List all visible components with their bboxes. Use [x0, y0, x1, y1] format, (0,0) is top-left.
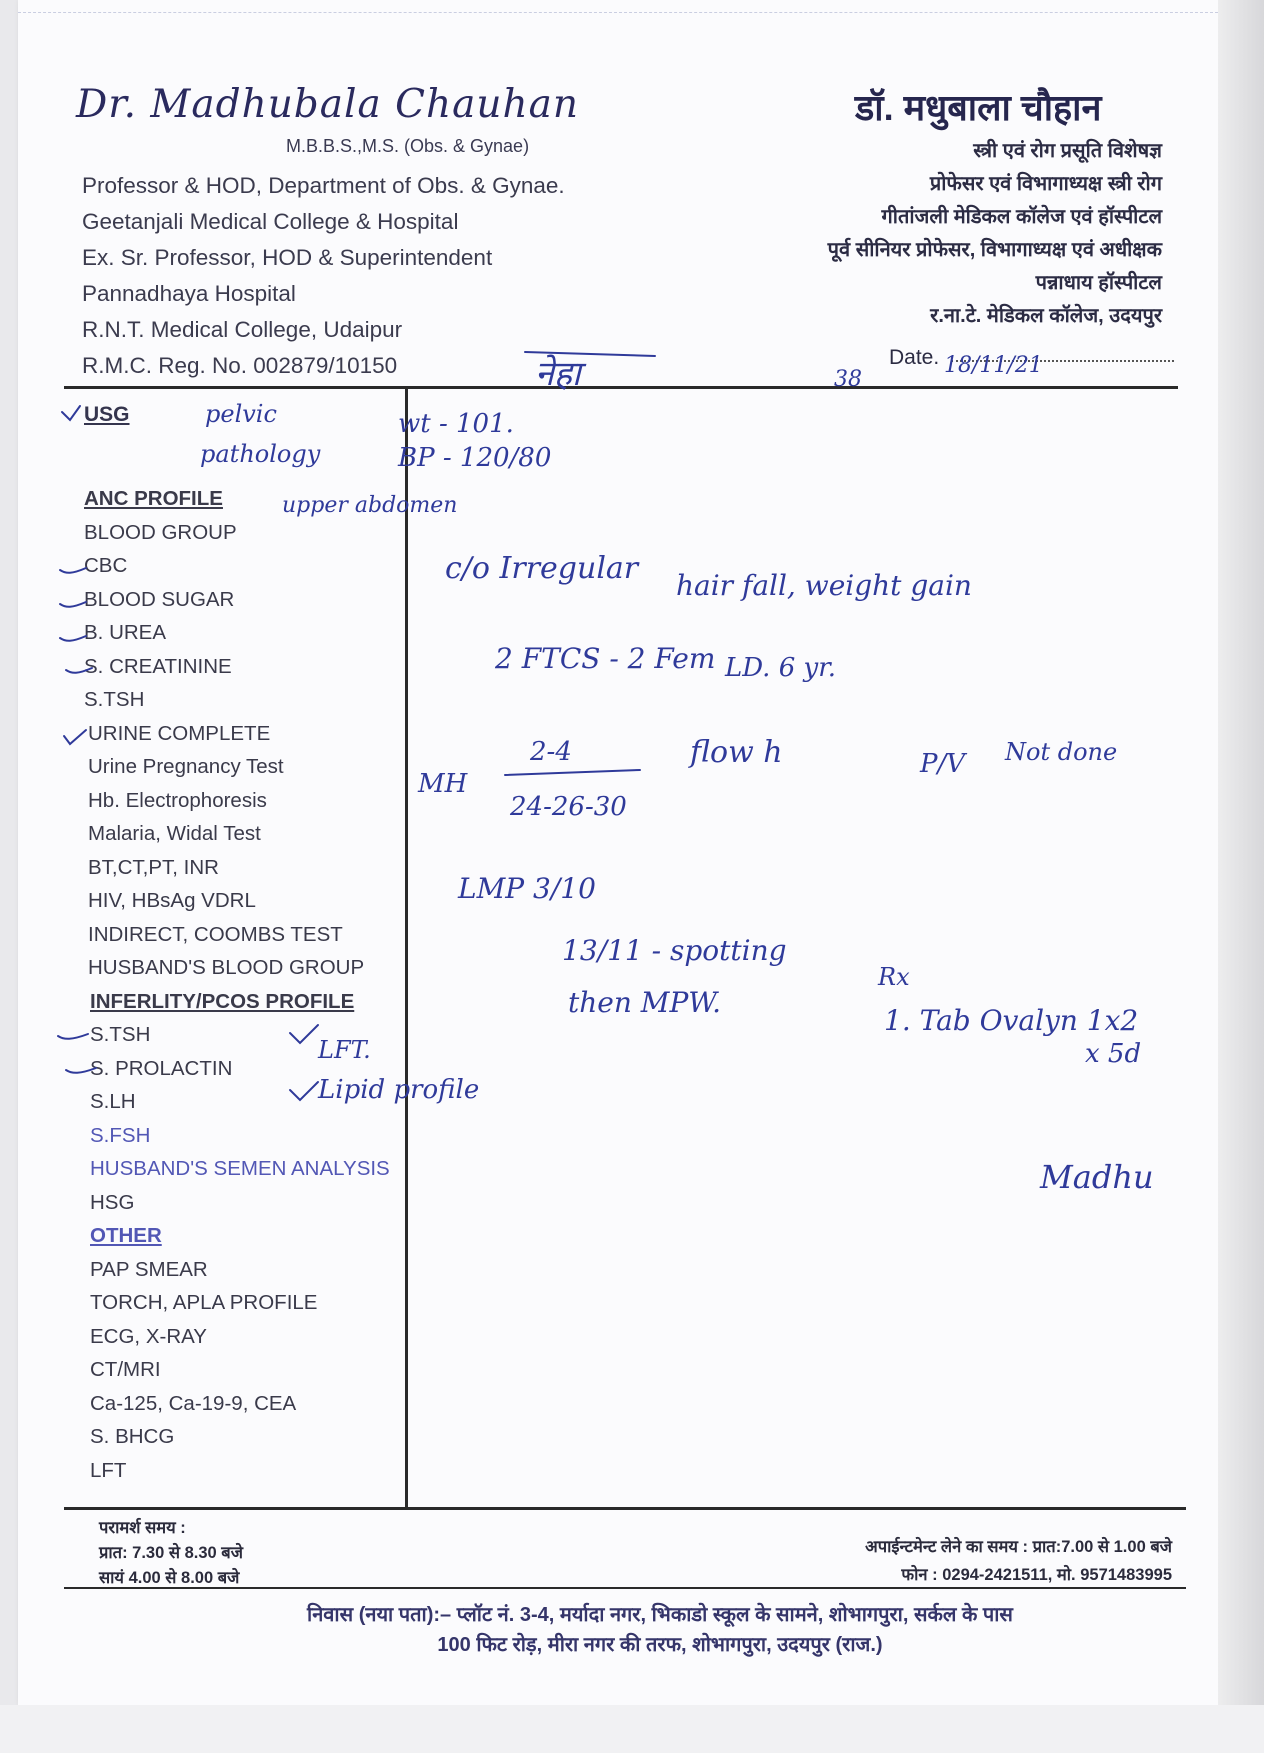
detail-line-hi: र.ना.टे. मेडिकल कॉलेज, उदयपुर — [930, 305, 1162, 327]
hw-pv: P/V — [920, 749, 966, 779]
hw-rx-symbol: Rx — [878, 963, 910, 991]
hw-lmp-3: then MPW. — [568, 986, 722, 1019]
hw-date-value: 18/11/21 — [944, 353, 1043, 378]
date-field: Date. — [889, 346, 940, 369]
hw-bp: BP - 120/80 — [398, 443, 552, 473]
test-item: B. UREA — [84, 621, 167, 644]
doctor-name-english: Dr. Madhubala Chauhan — [76, 82, 579, 127]
hw-usg-note-3: upper abdomen — [282, 493, 458, 518]
hw-rx-line-1: 1. Tab Ovalyn 1x2 — [884, 1004, 1139, 1037]
doctor-name-hindi: डॉ. मधुबाला चौहान — [855, 87, 1102, 128]
test-item: S. CREATININE — [84, 654, 232, 678]
appointment-time: अपाईन्टमेन्ट लेने का समय : प्रात:7.00 से 1.00 बजे — [865, 1538, 1172, 1556]
hw-mh-label: MH — [418, 769, 468, 799]
header-divider — [64, 386, 1178, 389]
hw-rx-line-2: x 5d — [1085, 1039, 1142, 1069]
test-item: S. PROLACTIN — [90, 1056, 233, 1080]
date-label: Date — [889, 346, 934, 369]
hw-lft: LFT. — [318, 1036, 371, 1064]
hw-pv-note: Not done — [1005, 738, 1118, 766]
test-item: HIV, HBsAg VDRL — [88, 889, 256, 912]
hw-obstetric-2: LD. 6 yr. — [725, 653, 837, 683]
test-item: S.FSH — [90, 1123, 151, 1147]
doctor-qualification: M.B.B.S.,M.S. (Obs. & Gynae) — [286, 136, 530, 156]
test-item: HUSBAND'S BLOOD GROUP — [88, 956, 365, 979]
address-line-1: निवास (नया पता):– प्लॉट नं. 3-4, मर्यादा नगर, भिकाडो स्कूल के सामने, शोभागपुरा, सर्कल के पास — [307, 1604, 1013, 1626]
page-bottom-margin — [0, 1705, 1264, 1753]
detail-line: R.N.T. Medical College, Udaipur — [82, 317, 403, 342]
test-item: LFT — [90, 1458, 127, 1482]
test-item: URINE COMPLETE — [88, 721, 271, 745]
test-item: S.LH — [90, 1090, 136, 1113]
hw-mh-bottom: 24-26-30 — [510, 792, 627, 822]
date-underline — [951, 360, 1174, 362]
detail-line-hi: पन्नाधाय हॉस्पीटल — [1035, 272, 1162, 294]
consult-morning: प्रात: 7.30 से 8.30 बजे — [99, 1544, 243, 1562]
detail-line-hi: गीतांजली मेडिकल कॉलेज एवं हॉस्पीटल — [881, 206, 1162, 228]
hw-patient-name: नेहा — [535, 354, 581, 394]
hw-usg-note-2: pathology — [200, 440, 321, 468]
test-item: BLOOD SUGAR — [84, 587, 235, 611]
hw-signature: Madhu — [1040, 1158, 1154, 1196]
test-item: HSG — [90, 1190, 135, 1214]
address-line-2: 100 फिट रोड़, मीरा नगर की तरफ, शोभागपुरा, उदयपुर (राज.) — [437, 1634, 883, 1656]
usg-label: USG — [84, 403, 130, 426]
test-item: INDIRECT, COOMBS TEST — [88, 922, 343, 946]
hw-lmp: LMP 3/10 — [458, 872, 596, 905]
detail-line-hi: पूर्व सीनियर प्रोफेसर, विभागाध्यक्ष एवं अधीक्षक — [827, 239, 1162, 261]
detail-line: Pannadhaya Hospital — [82, 281, 296, 306]
registration-number: R.M.C. Reg. No. 002879/10150 — [82, 353, 398, 378]
doctor-details-hindi — [828, 135, 1162, 333]
test-item: S.TSH — [84, 688, 145, 711]
hw-mh-top: 2-4 — [530, 737, 572, 767]
test-item: BLOOD GROUP — [84, 520, 237, 544]
test-item: HUSBAND'S SEMEN ANALYSIS — [90, 1157, 390, 1180]
column-divider — [405, 388, 408, 1507]
test-item: INFERLITY/PCOS PROFILE — [90, 989, 355, 1013]
test-item: S.TSH — [90, 1023, 151, 1046]
appointment-info — [865, 1533, 1172, 1589]
residence-address — [0, 1600, 1200, 1660]
consult-label: परामर्श समय : — [99, 1519, 186, 1537]
consult-evening: सायं 4.00 से 8.00 बजे — [99, 1569, 240, 1587]
hw-lipid-profile: Lipid profile — [318, 1075, 480, 1105]
test-item: Hb. Electrophoresis — [88, 788, 267, 812]
test-item: ECG, X-RAY — [90, 1324, 207, 1348]
page-edge-shadow — [1218, 0, 1264, 1753]
hw-age: 38 — [834, 367, 862, 392]
test-item: TORCH, APLA PROFILE — [90, 1291, 318, 1314]
detail-line: Geetanjali Medical College & Hospital — [82, 209, 459, 234]
detail-line: Ex. Sr. Professor, HOD & Superintendent — [82, 245, 493, 270]
hw-complaint-2: hair fall, weight gain — [676, 569, 972, 602]
detail-line: Professor & HOD, Department of Obs. & Gynae. — [82, 173, 565, 198]
top-scan-edge — [18, 0, 1218, 13]
test-item: Ca-125, Ca-19-9, CEA — [90, 1391, 297, 1415]
hw-complaint-1: c/o Irregular — [445, 551, 639, 586]
test-item: CT/MRI — [90, 1358, 161, 1381]
test-item: OTHER — [90, 1224, 162, 1247]
hw-usg-note-1: pelvic — [205, 400, 277, 428]
test-item: Malaria, Widal Test — [88, 822, 261, 845]
test-item: S. BHCG — [90, 1425, 175, 1448]
detail-line-hi: स्त्री एवं रोग प्रसूति विशेषज्ञ — [973, 140, 1162, 162]
test-item: ANC PROFILE — [84, 487, 223, 510]
hw-weight: wt - 101. — [398, 409, 514, 439]
test-item: PAP SMEAR — [90, 1257, 208, 1281]
test-item: BT,CT,PT, INR — [88, 855, 219, 879]
detail-line-hi: प्रोफेसर एवं विभागाध्यक्ष स्त्री रोग — [929, 173, 1162, 195]
consultation-times — [99, 1516, 243, 1591]
test-item: Urine Pregnancy Test — [88, 755, 284, 778]
hw-mh-flow: flow h — [690, 735, 783, 770]
hw-obstetric-1: 2 FTCS - 2 Fem — [495, 642, 716, 675]
doctor-details-english — [82, 168, 565, 384]
phone-numbers: फोन : 0294-2421511, मो. 9571483995 — [901, 1566, 1172, 1584]
test-item: CBC — [84, 554, 128, 577]
hw-lmp-2: 13/11 - spotting — [562, 934, 787, 967]
footer-divider — [64, 1507, 1186, 1510]
